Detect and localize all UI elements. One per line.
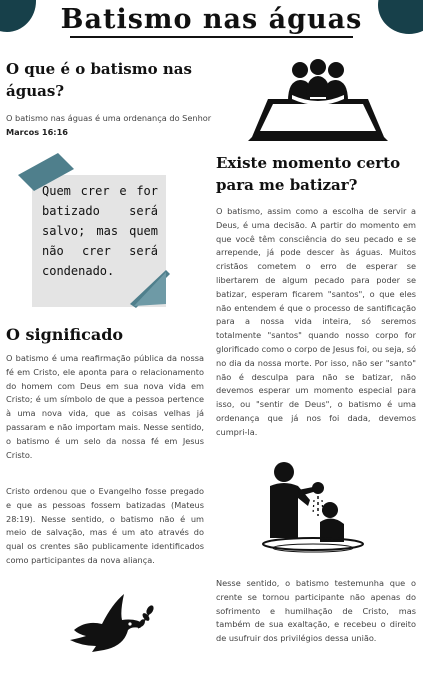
baptism-pastor-icon [258,460,368,556]
quote-text: Quem crer e for batizado será salvo; mas quem não crer será condenado. [42,184,158,278]
what-reference: Marcos 16:16 [6,126,68,137]
dove-icon [66,590,156,656]
meaning-heading: O significado [6,325,124,344]
what-heading: O que é o batismo nas águas? [6,60,192,100]
baptism-pool-icon [244,57,392,145]
moment-heading: Existe momento certo para me batizar? [216,154,401,194]
quote-text-box [42,181,158,281]
meaning-paragraph-2: Cristo ordenou que o Evangelho fosse pregado e que as pessoas fossem batizadas (Mateus 28:19). Nesse sentido, o batismo não é um meio de salvação, mas é um ato através do qual os crentes são publicamente identificados como participantes da nova aliança. [6,486,204,565]
moment-text: O batismo, assim como a escolha de servir a Deus, é uma decisão. A partir do momento em que você têm consciência do seu pecado e se arrepende, já pode descer às águas. Muitos cristãos cometem o erro de esperar se libertarem de algum pecado para poder se batizar, esperam ficarem "santos", o que eles não entendem é que o processo de santificação para a nossa vida inteira, só seremos totalmente "santos" quando nosso corpo for glorificado como o corpo de Jesus foi, ou seja, só no dia da nossa morte. Por isso, não ser "santo" não é desculpa para não se batizar, não devemos esperar um momento especial para isso, ou "sentir de Deus", o batismo é uma ordenança que já nos foi dada, devemos cumpri-la. [216,206,416,437]
testimony-text: Nesse sentido, o batismo testemunha que o crente se tornou participante não apenas do sofrimento e humilhação de Cristo, mas também de sua exaltação, e recebeu o direito de usufruir dos privilégios dessa união. [216,578,416,644]
meaning-paragraph-1: O batismo é uma reafirmação pública da nossa fé em Cristo, ele aponta para o relacionamento do homem com Deus em sua nova vida em Cristo; é um símbolo de que a pessoa pertence à uma nova vida, que as coisas velhas já passaram e não importam mais. Nesse sentido, o batismo é um selo da nossa fé em Jesus Cristo. [6,353,204,460]
what-text: O batismo nas águas é uma ordenança do Senhor Marcos 16:16 [6,113,212,137]
page-title: Batismo nas águas [0,4,423,35]
